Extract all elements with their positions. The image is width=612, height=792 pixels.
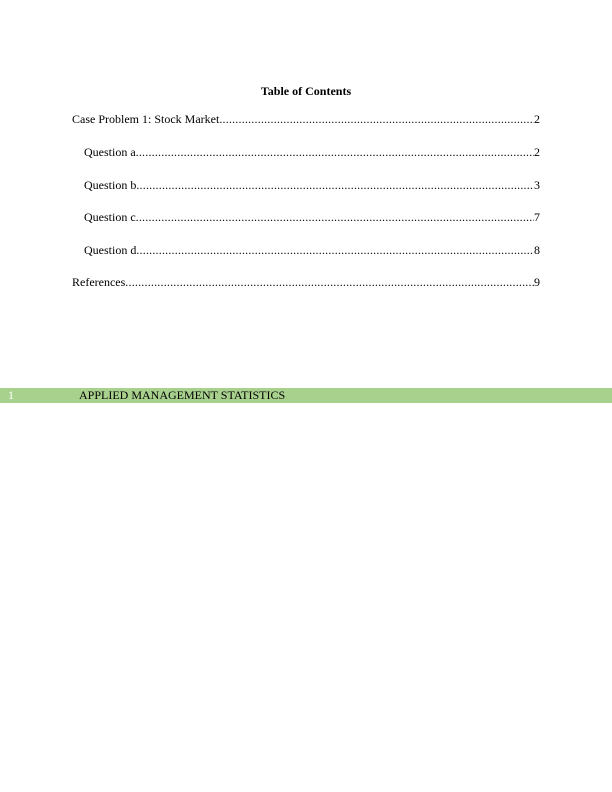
dot-leader — [136, 177, 534, 193]
toc-entry-label: Case Problem 1: Stock Market — [72, 112, 220, 126]
dot-leader — [136, 209, 534, 225]
toc-entry-page: 3 — [534, 178, 540, 192]
toc-entry-label: Question a — [84, 145, 136, 159]
toc-entry-label: Question d — [84, 243, 137, 257]
toc-entry-question-a[interactable] — [84, 144, 540, 160]
toc-entry-question-d[interactable] — [84, 242, 540, 258]
running-head: APPLIED MANAGEMENT STATISTICS — [79, 388, 286, 402]
toc-entry-page: 2 — [534, 145, 540, 159]
toc-entry-page: 9 — [534, 275, 540, 289]
toc-entry-question-c[interactable] — [84, 209, 540, 225]
toc-entry-case-problem-1[interactable] — [72, 111, 540, 127]
toc-title: Table of Contents — [260, 84, 352, 98]
dot-leader — [125, 274, 534, 290]
dot-leader — [136, 242, 534, 258]
toc-entry-label: Question c — [84, 210, 136, 224]
dot-leader — [136, 144, 534, 160]
page-number: 1 — [8, 388, 14, 402]
toc-entry-page: 2 — [534, 112, 540, 126]
toc-entry-label: Question b — [84, 178, 137, 192]
toc-entry-page: 8 — [534, 243, 540, 257]
toc-entry-label: References — [72, 275, 126, 289]
page-header-band — [0, 388, 612, 403]
toc-entry-question-b[interactable] — [84, 177, 540, 193]
toc-entry-references[interactable] — [72, 274, 540, 290]
dot-leader — [219, 111, 534, 127]
toc-entry-page: 7 — [534, 210, 540, 224]
